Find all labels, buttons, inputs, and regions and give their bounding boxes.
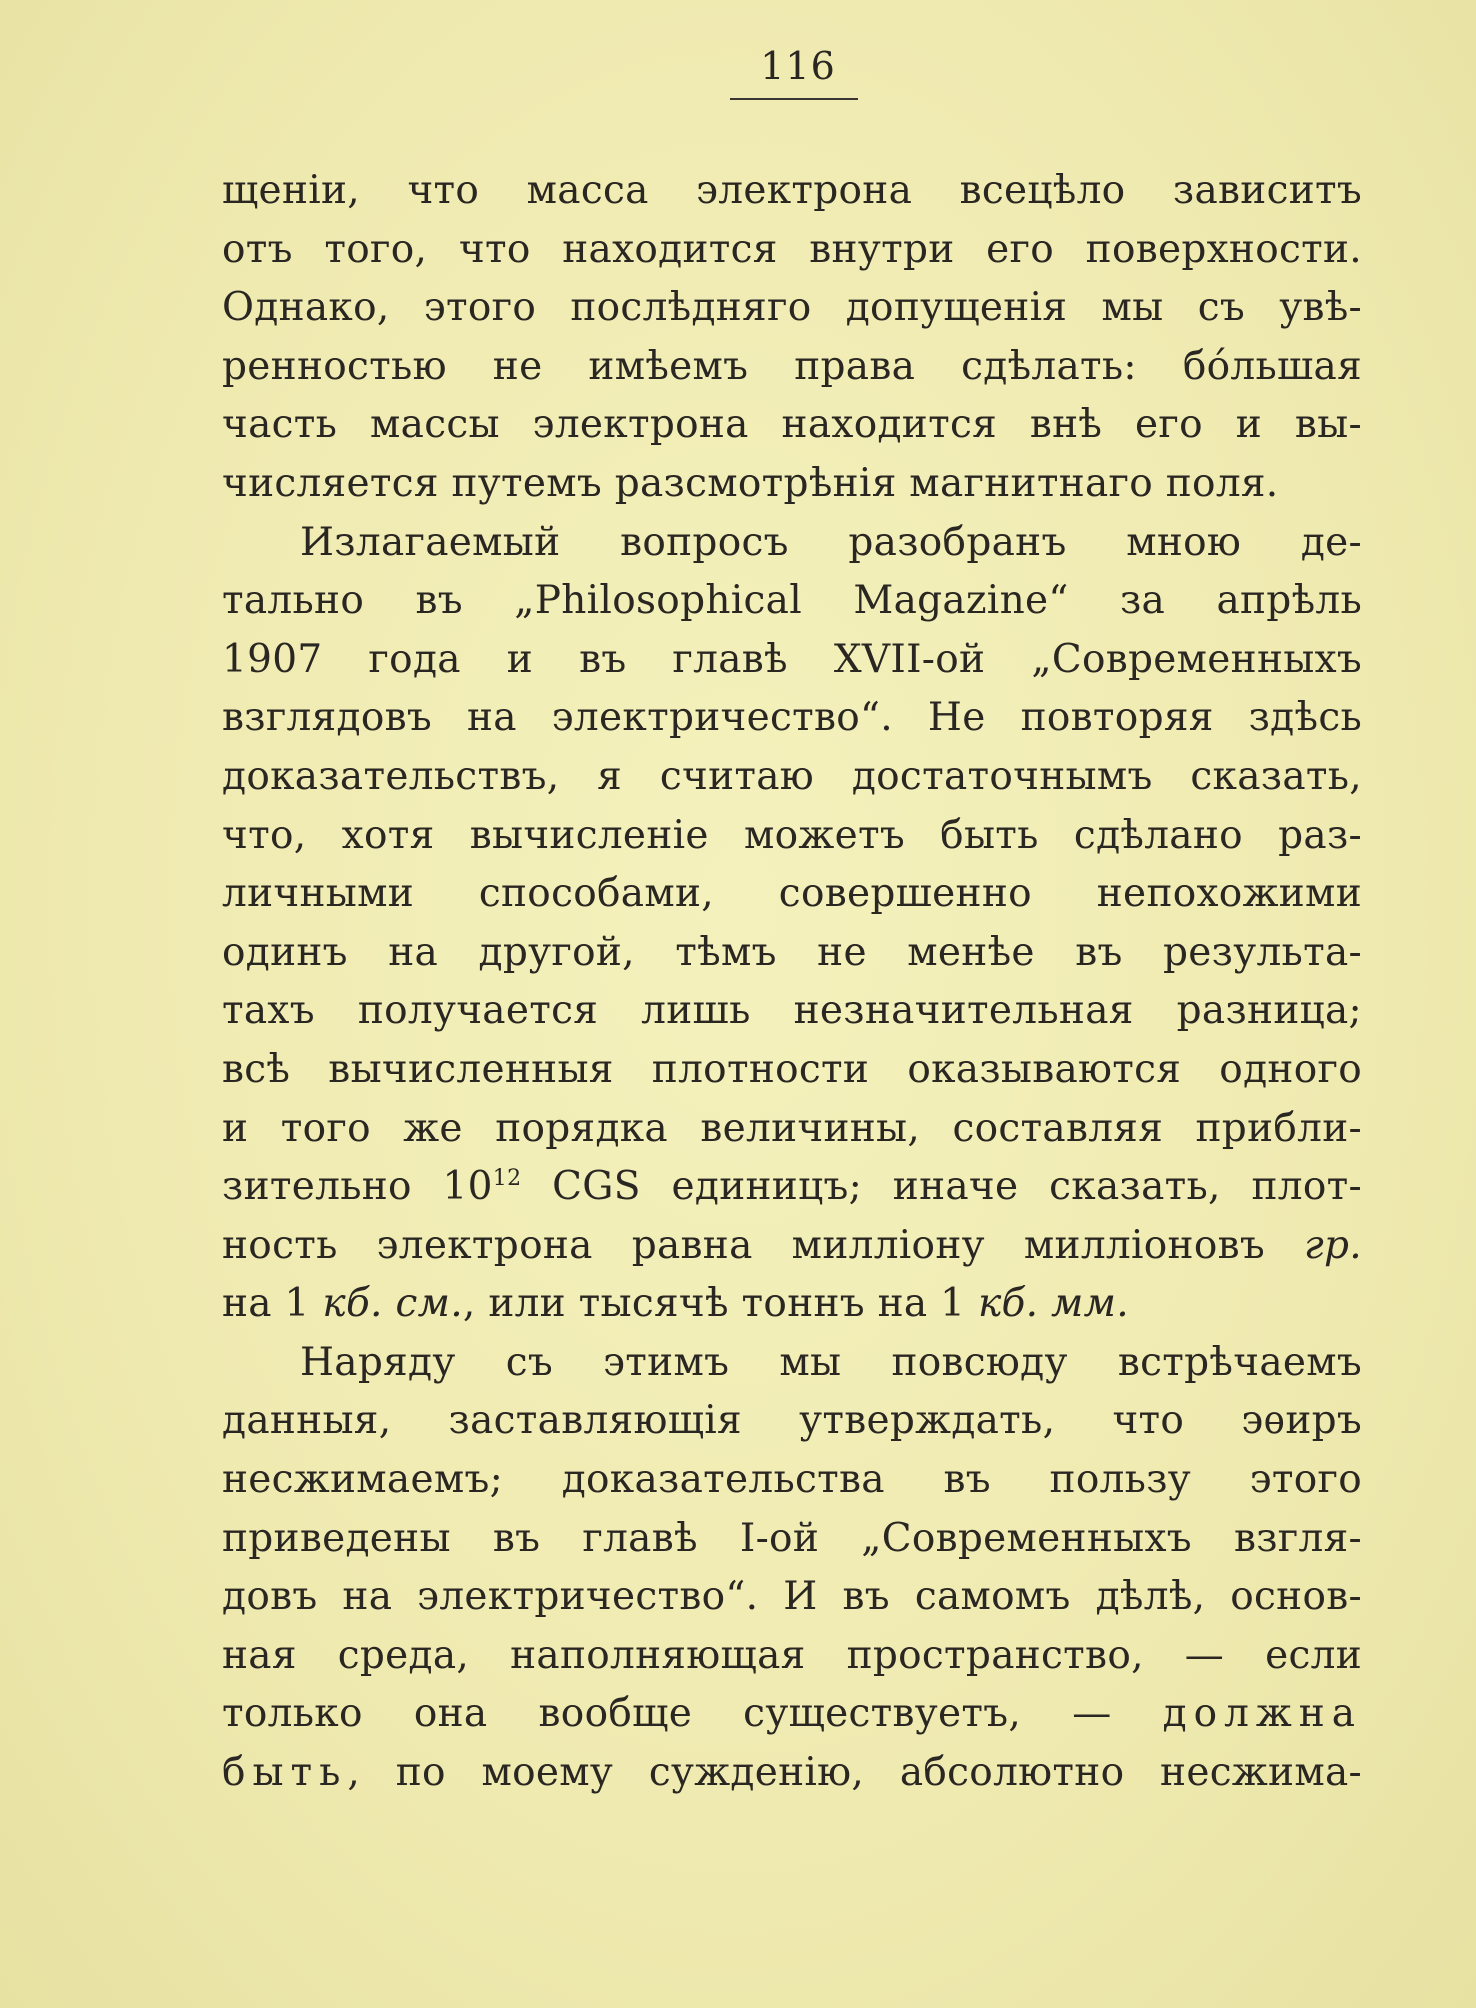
- text-fragment: на 1: [222, 1281, 323, 1327]
- text-line: доказательствъ, я считаю достаточнымъ сказать,: [222, 753, 1362, 799]
- text-line: отъ того, что находится внутри его поверхности.: [222, 226, 1362, 272]
- text-line: одинъ на другой, тѣмъ не менѣе въ результа-: [222, 929, 1362, 975]
- unit-italic: кб. см.: [322, 1281, 463, 1327]
- text-line: всѣ вычисленныя плотности оказываются одного: [222, 1046, 1362, 1092]
- text-line: довъ на электричество“. И въ самомъ дѣлѣ, основ-: [222, 1574, 1362, 1620]
- text-fragment: CGS единицъ; иначе сказать, плот-: [521, 1164, 1362, 1210]
- text-line: ная среда, наполняющая пространство, — если: [222, 1632, 1362, 1678]
- text-line: [222, 1275, 1362, 1334]
- page-number-rule: [730, 98, 858, 100]
- text-line: и того же порядка величины, составляя прибли-: [222, 1105, 1362, 1151]
- unit-italic: кб. мм.: [977, 1281, 1130, 1327]
- text-fragment: ность электрона равна милліону милліоновъ: [222, 1222, 1305, 1268]
- text-line: щеніи, что масса электрона всецѣло зависитъ: [222, 168, 1362, 213]
- text-fragment: зительно 10: [222, 1164, 493, 1210]
- unit-italic: гр.: [1304, 1222, 1362, 1268]
- text-line: числяется путемъ разсмотрѣнія магнитнаго поля.: [222, 460, 1279, 506]
- exponent: 12: [492, 1166, 522, 1192]
- page-number: 116: [760, 44, 836, 88]
- text-fragment: , по моему сужденію, абсолютно несжима-: [347, 1750, 1362, 1796]
- text-line: [222, 1685, 1362, 1744]
- text-line: часть массы электрона находится внѣ его и вы-: [222, 402, 1362, 448]
- text-line: [222, 1744, 1362, 1803]
- text-line: личными способами, совершенно непохожими: [222, 871, 1362, 917]
- text-line: тахъ получается лишь незначительная разница;: [222, 988, 1362, 1034]
- text-line: несжимаемъ; доказательства въ пользу этого: [222, 1457, 1362, 1503]
- spaced-emphasis: быть: [222, 1750, 348, 1796]
- text-line: [222, 1217, 1362, 1276]
- text-line: Наряду съ этимъ мы повсюду встрѣчаемъ: [300, 1339, 1362, 1385]
- text-line: [222, 1158, 1362, 1217]
- text-line: тально въ „Philosophical Magazine“ за апрѣль: [222, 578, 1362, 624]
- text-line: Излагаемый вопросъ разобранъ мною де-: [300, 519, 1362, 565]
- text-line: приведены въ главѣ I-ой „Современныхъ взгля-: [222, 1515, 1362, 1561]
- text-line: взглядовъ на электричество“. Не повторяя здѣсь: [222, 695, 1362, 741]
- text-line: что, хотя вычисленіе можетъ быть сдѣлано раз-: [222, 812, 1362, 858]
- text-fragment: только она вообще существуетъ, —: [222, 1691, 1163, 1737]
- text-line: данныя, заставляющія утверждать, что эѳиръ: [222, 1398, 1362, 1444]
- text-line: 1907 года и въ главѣ XVII-ой „Современныхъ: [222, 636, 1362, 682]
- body-text: [222, 162, 1362, 1803]
- text-fragment: , или тысячѣ тоннъ на 1: [462, 1281, 978, 1327]
- text-line: Однако, этого послѣдняго допущенія мы съ увѣ-: [222, 285, 1362, 331]
- spaced-emphasis: должна: [1162, 1691, 1362, 1737]
- text-line: ренностью не имѣемъ права сдѣлать: бóльшая: [222, 343, 1362, 389]
